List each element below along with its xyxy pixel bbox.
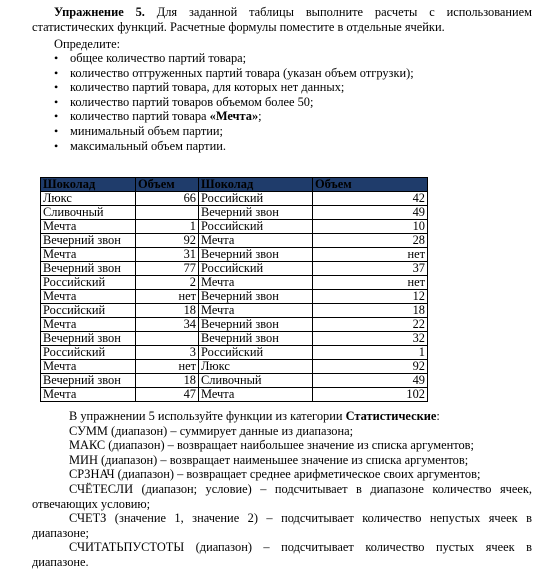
column-header: Объем xyxy=(313,178,428,192)
function-desc: СЧИТАТЬПУСТОТЫ (диапазон) – подсчитывает количество пустых ячеек в диапазоне. xyxy=(32,540,532,569)
table-row xyxy=(41,192,428,206)
table-cell: 18 xyxy=(136,374,199,388)
table-cell: 66 xyxy=(136,192,199,206)
table-row xyxy=(41,290,428,304)
table-cell: Вечерний звон xyxy=(41,262,136,276)
task-item: • общее количество партий товара; xyxy=(54,51,414,66)
table-cell: 18 xyxy=(313,304,428,318)
task-item: • количество партий товаров объемом более 50; xyxy=(54,95,414,110)
table-cell: Российский xyxy=(41,304,136,318)
table-cell: Вечерний звон xyxy=(199,290,313,304)
table-row xyxy=(41,248,428,262)
table-cell: 49 xyxy=(313,374,428,388)
define-heading: Определите: xyxy=(54,37,121,51)
table-cell: Люкс xyxy=(199,360,313,374)
function-desc: СЧЕТЗ (значение 1, значение 2) – подсчитывает количество непустых ячеек в диапазоне; xyxy=(32,511,532,540)
table-cell: Российский xyxy=(41,276,136,290)
table-cell: 1 xyxy=(313,346,428,360)
table-cell: Вечерний звон xyxy=(41,374,136,388)
table-cell: Сливочный xyxy=(41,206,136,220)
table-row xyxy=(41,332,428,346)
table-cell: 10 xyxy=(313,220,428,234)
table-cell: 2 xyxy=(136,276,199,290)
table-cell: Вечерний звон xyxy=(199,332,313,346)
table-cell: 18 xyxy=(136,304,199,318)
column-header: Шоколад xyxy=(199,178,313,192)
table-cell: 77 xyxy=(136,262,199,276)
table-cell: Мечта xyxy=(41,388,136,402)
table-cell: Мечта xyxy=(41,248,136,262)
table-row xyxy=(41,276,428,290)
task-list xyxy=(54,51,414,153)
function-desc: МИН (диапазон) – возвращает наименьшее значение из списка аргументов; xyxy=(69,452,469,467)
table-cell: Вечерний звон xyxy=(199,206,313,220)
functions-section xyxy=(32,409,532,570)
task-item: • минимальный объем партии; xyxy=(54,124,414,139)
column-header: Объем xyxy=(136,178,199,192)
task-item: • количество отгруженных партий товара (указан объем отгрузки); xyxy=(54,66,414,81)
table-cell: Российский xyxy=(199,220,313,234)
table-row xyxy=(41,234,428,248)
table-cell: Вечерний звон xyxy=(199,318,313,332)
table-cell: Вечерний звон xyxy=(41,234,136,248)
table-cell: 92 xyxy=(136,234,199,248)
function-desc: СУММ (диапазон) – суммирует данные из диапазона; xyxy=(69,423,354,438)
table-cell: Мечта xyxy=(199,304,313,318)
table-cell: нет xyxy=(313,276,428,290)
table-cell: Мечта xyxy=(41,220,136,234)
table-cell: 28 xyxy=(313,234,428,248)
table-cell: Люкс xyxy=(41,192,136,206)
table-cell xyxy=(136,332,199,346)
table-row xyxy=(41,374,428,388)
table-cell: Мечта xyxy=(199,234,313,248)
table-row xyxy=(41,346,428,360)
table-cell: 1 xyxy=(136,220,199,234)
table-cell: Российский xyxy=(199,262,313,276)
table-header-row xyxy=(41,178,428,192)
exercise-intro xyxy=(32,5,532,34)
table-cell: 92 xyxy=(313,360,428,374)
exercise-label: Упражнение 5. xyxy=(54,5,145,19)
table-row xyxy=(41,262,428,276)
table-cell: нет xyxy=(136,290,199,304)
table-cell: 102 xyxy=(313,388,428,402)
table-cell: 47 xyxy=(136,388,199,402)
table-cell: Российский xyxy=(199,346,313,360)
table-cell: 34 xyxy=(136,318,199,332)
table-row xyxy=(41,220,428,234)
table-cell: 12 xyxy=(313,290,428,304)
column-header: Шоколад xyxy=(41,178,136,192)
table-cell: Вечерний звон xyxy=(199,248,313,262)
table-cell: Вечерний звон xyxy=(41,332,136,346)
table-cell: Российский xyxy=(199,192,313,206)
table-cell: Мечта xyxy=(199,388,313,402)
function-desc: СРЗНАЧ (диапазон) – возвращает среднее арифметическое своих аргументов; xyxy=(69,467,481,482)
table-body xyxy=(41,192,428,402)
table-row xyxy=(41,206,428,220)
table-cell: Мечта xyxy=(199,276,313,290)
table-row xyxy=(41,318,428,332)
task-item: • количество партий товара, для которых нет данных; xyxy=(54,80,414,95)
table-cell: 49 xyxy=(313,206,428,220)
exercise-text: Для заданной таблицы выполните расчеты с использованием статистических функций. Расчетные формулы поместите в отдельные ячейки. xyxy=(32,5,532,34)
table-cell: 31 xyxy=(136,248,199,262)
functions-intro: В упражнении 5 используйте функции из категории Статистические: xyxy=(69,409,440,423)
table-cell xyxy=(136,206,199,220)
table-cell: нет xyxy=(313,248,428,262)
table-cell: 37 xyxy=(313,262,428,276)
chocolate-table xyxy=(40,177,428,402)
function-desc: МАКС (диапазон) – возвращает наибольшее значение из списка аргументов; xyxy=(69,438,474,453)
table-cell: Мечта xyxy=(41,360,136,374)
table-cell: Мечта xyxy=(41,318,136,332)
table-cell: нет xyxy=(136,360,199,374)
table-cell: 22 xyxy=(313,318,428,332)
exercise-paragraph xyxy=(32,5,532,34)
task-item: • максимальный объем партии. xyxy=(54,139,414,154)
table-row xyxy=(41,388,428,402)
table-cell: 42 xyxy=(313,192,428,206)
table-cell: Сливочный xyxy=(199,374,313,388)
table-cell: 32 xyxy=(313,332,428,346)
table-cell: Мечта xyxy=(41,290,136,304)
task-item: • количество партий товара «Мечта»; xyxy=(54,109,414,124)
table-cell: Российский xyxy=(41,346,136,360)
table-row xyxy=(41,360,428,374)
table-cell: 3 xyxy=(136,346,199,360)
function-desc: СЧЁТЕСЛИ (диапазон; условие) – подсчитывает в диапазоне количество ячеек, отвечающих условию; xyxy=(32,481,532,511)
table-row xyxy=(41,304,428,318)
